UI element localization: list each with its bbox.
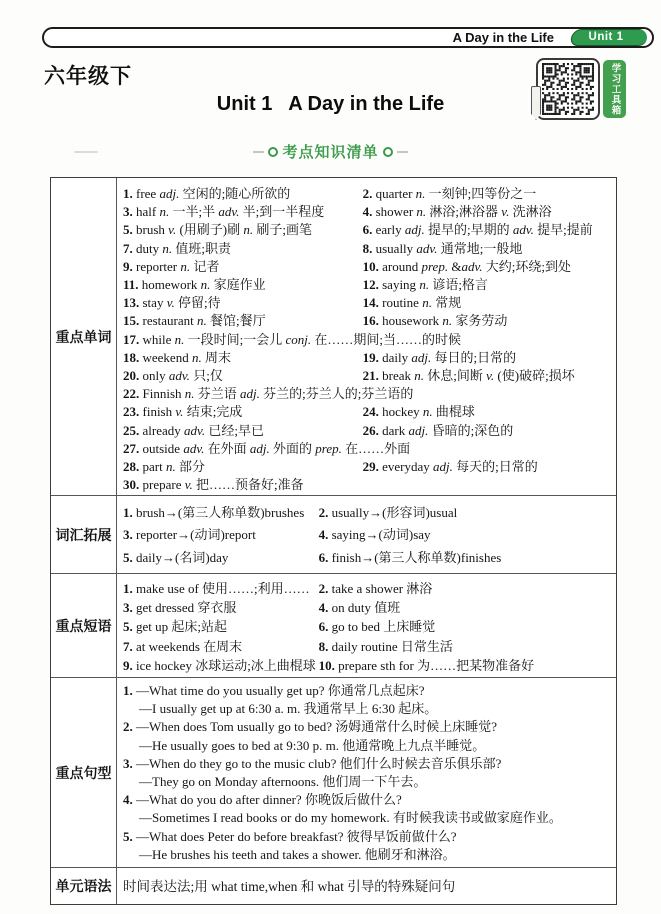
- pencil-icon: [531, 86, 541, 120]
- sentence-answer: —He usually goes to bed at 9:30 p. m. 他通常晚上九点半睡觉。: [139, 737, 486, 753]
- phrase-entry: 1. make use of 使用……;利用……: [123, 581, 310, 596]
- sentence-answer: —He brushes his teeth and takes a shower. 他刷牙和淋浴。: [139, 846, 456, 862]
- word-entry: 24. hockey n. 曲棍球: [362, 404, 475, 420]
- word-entry: 21. break n. 休息;间断 v. (使)破碎;损坏: [362, 368, 575, 384]
- page-header-bar: [42, 27, 654, 48]
- page-title: Unit 1 A Day in the Life: [216, 93, 445, 115]
- unit-badge: [565, 29, 647, 46]
- phrase-entry: 8. daily routine 日常生活: [318, 638, 453, 654]
- sentence-question: 3. —When do they go to the music club? 他们什么时候去音乐俱乐部?: [123, 755, 502, 771]
- sentence-answer: —Sometimes I read books or do my homework. 有时候我读书或做家庭作业。: [139, 810, 562, 826]
- phrase-entry: 9. ice hockey 冰球运动;冰上曲棍球: [123, 657, 316, 673]
- table-row-key-sentences: [51, 677, 616, 867]
- sentence-question: 1. —What time do you usually get up? 你通常几点起床?: [123, 683, 425, 698]
- word-entry: 1. free adj. 空闲的;随心所欲的: [123, 186, 291, 201]
- heading-dash-right: [397, 151, 408, 153]
- table-row-key-words: [51, 178, 616, 495]
- word-entry: 16. housework n. 家务劳动: [362, 313, 508, 329]
- heading-dash-left: [253, 151, 264, 153]
- key-sentences-list: [117, 678, 616, 867]
- header-unit-title: A Day in the Life: [452, 30, 554, 45]
- word-entry: 14. routine n. 常规: [362, 295, 462, 311]
- word-entry: 11. homework n. 家庭作业: [123, 277, 266, 293]
- word-entry: 7. duty n. 值班;职责: [123, 240, 231, 256]
- word-entry: 19. daily adj. 每日的;日常的: [362, 349, 517, 365]
- sentence-answer: —They go on Monday afternoons. 他们周一下午去。: [139, 774, 427, 790]
- word-entry: 13. stay v. 停留;待: [123, 295, 221, 311]
- phrase-entry: 3. get dressed 穿衣服: [123, 600, 237, 616]
- sentence-question: 2. —When does Tom usually go to bed? 汤姆通常什么时候上床睡觉?: [123, 719, 498, 735]
- word-entry: 30. prepare v. 把……预备好;准备: [123, 477, 304, 493]
- word-entry: 2. quarter n. 一刻钟;四等份之一: [362, 186, 537, 201]
- section-heading-text: 考点知识清单: [282, 144, 379, 161]
- word-entry: 9. reporter n. 记者: [123, 258, 220, 274]
- word-entry: 12. saying n. 谚语;格言: [362, 277, 488, 293]
- extension-entry: 2. usually→(形容词)usual: [318, 505, 458, 521]
- phrase-entry: 4. on duty 值班: [318, 600, 401, 616]
- row-label-key-words: 重点单词: [51, 178, 117, 495]
- section-heading: [0, 141, 661, 162]
- extension-entry: 1. brush→(第三人称单数)brushes: [123, 505, 305, 521]
- word-entry: 25. already adv. 已经;早已: [123, 422, 264, 438]
- word-entry: 17. while n. 一段时间;一会儿 conj. 在……期间;当……的时候: [123, 331, 462, 347]
- word-entry: 26. dark adj. 昏暗的;深色的: [362, 422, 514, 438]
- unit-grammar-text: 时间表达法;用 what time,when 和 what 引导的特殊疑问句: [123, 878, 456, 894]
- row-label-unit-grammar: 单元语法: [51, 868, 117, 904]
- table-row-vocabulary-extension: [51, 495, 616, 573]
- key-words-list: [117, 178, 616, 495]
- toolbox-tab: 学习工具箱: [603, 60, 626, 118]
- word-entry: 6. early adj. 提早的;早期的 adv. 提早;提前: [362, 222, 593, 238]
- table-row-unit-grammar: [51, 867, 616, 904]
- word-entry: 29. everyday adj. 每天的;日常的: [362, 459, 538, 475]
- word-entry: 5. brush v. (用刷子)刷 n. 刷子;画笔: [123, 222, 312, 238]
- heading-dot-left: [268, 147, 278, 157]
- heading-dot-right: [383, 147, 393, 157]
- extension-entry: 6. finish→(第三人称单数)finishes: [318, 549, 502, 565]
- phrase-entry: 6. go to bed 上床睡觉: [318, 619, 436, 635]
- phrase-entry: 2. take a shower 淋浴: [318, 581, 433, 596]
- sentence-question: 4. —What do you do after dinner? 你晚饭后做什么?: [123, 792, 402, 808]
- vocabulary-extension-list: [117, 496, 616, 573]
- knowledge-table: [50, 177, 617, 905]
- qr-code: [536, 58, 600, 120]
- word-entry: 3. half n. 一半;半 adv. 半;到一半程度: [123, 204, 325, 220]
- word-entry: 8. usually adv. 通常地;一般地: [362, 240, 523, 256]
- extension-entry: 3. reporter→(动词)report: [123, 527, 256, 543]
- phrase-entry: 5. get up 起床;站起: [123, 619, 227, 635]
- grade-label: 六年级下: [44, 65, 132, 88]
- row-label-key-phrases: 重点短语: [51, 574, 117, 677]
- word-entry: 4. shower n. 淋浴;淋浴器 v. 洗淋浴: [362, 204, 552, 220]
- unit-badge-label: Unit 1: [588, 31, 624, 43]
- qr-code-image: [541, 63, 595, 115]
- word-entry: 28. part n. 部分: [123, 459, 205, 475]
- row-label-key-sentences: 重点句型: [51, 678, 117, 867]
- word-entry: 10. around prep. &adv. 大约;环绕;到处: [362, 258, 571, 274]
- key-phrases-list: [117, 574, 616, 677]
- word-entry: 22. Finnish n. 芬兰语 adj. 芬兰的;芬兰人的;芬兰语的: [123, 386, 414, 402]
- word-entry: 18. weekend n. 周末: [123, 349, 231, 365]
- table-row-key-phrases: [51, 573, 616, 677]
- word-entry: 27. outside adv. 在外面 adj. 外面的 prep. 在……外面: [123, 440, 411, 456]
- phrase-entry: 10. prepare sth for 为……把某物准备好: [318, 657, 535, 673]
- row-label-vocabulary-extension: 词汇拓展: [51, 496, 117, 573]
- phrase-entry: 7. at weekends 在周末: [123, 638, 243, 654]
- extension-entry: 4. saying→(动词)say: [318, 527, 431, 543]
- word-entry: 20. only adv. 只;仅: [123, 368, 223, 384]
- word-entry: 15. restaurant n. 餐馆;餐厅: [123, 313, 266, 329]
- extension-entry: 5. daily→(名词)day: [123, 549, 229, 565]
- sentence-answer: —I usually get up at 6:30 a. m. 我通常早上 6:30 起床。: [139, 701, 438, 717]
- sentence-question: 5. —What does Peter do before breakfast? 彼得早饭前做什么?: [123, 828, 457, 844]
- word-entry: 23. finish v. 结束;完成: [123, 404, 243, 420]
